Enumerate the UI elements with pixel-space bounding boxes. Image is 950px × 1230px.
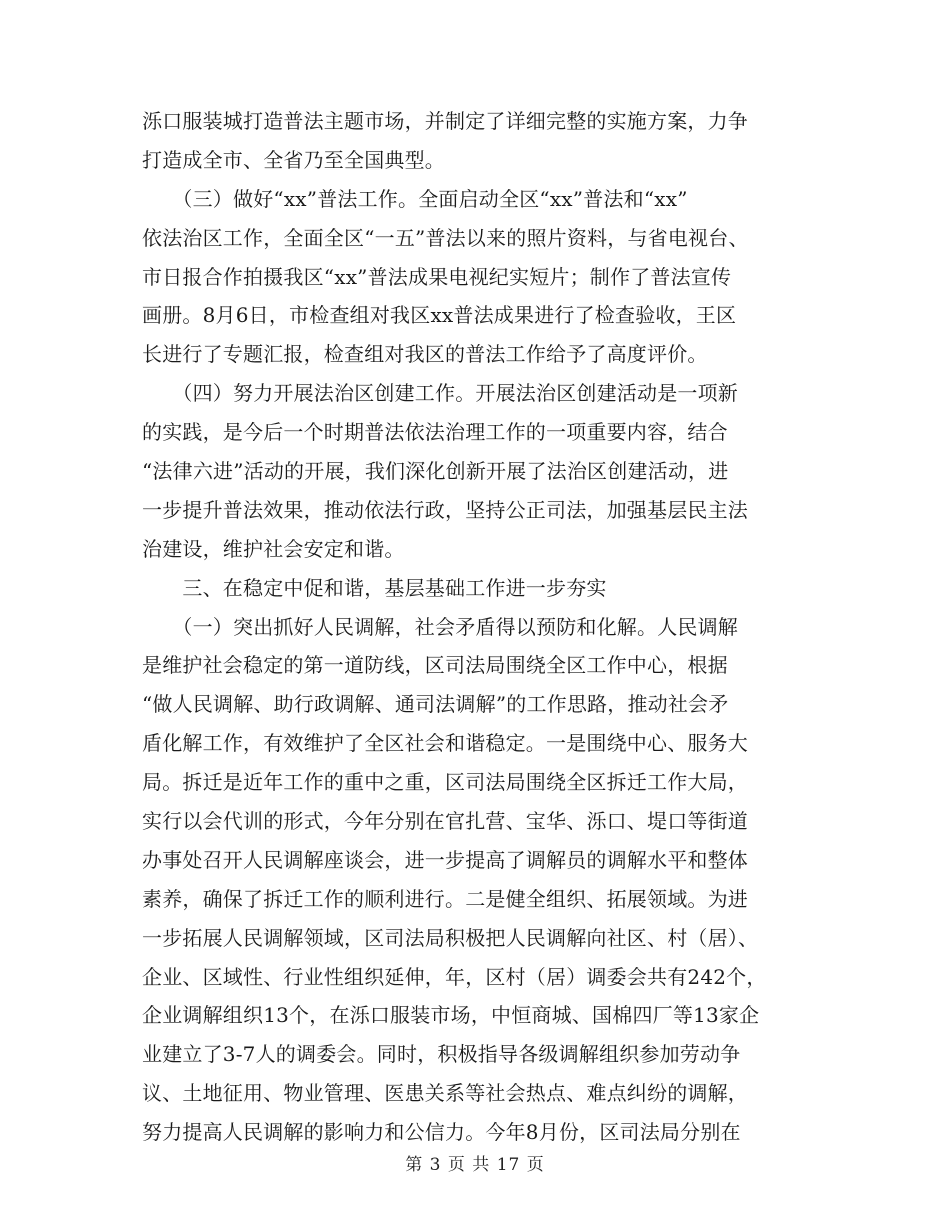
text-line: “法律六进”活动的开展，我们深化创新开展了法治区创建活动，进 (142, 459, 729, 484)
text-line: 长进行了专题汇报，检查组对我区的普法工作给予了高度评价。 (142, 342, 708, 367)
text-line: 努力提高人民调解的影响力和公信力。今年8月份，区司法局分别在 (142, 1120, 741, 1145)
text-line: 业建立了3-7人的调委会。同时，积极指导各级调解组织参加劳动争 (142, 1042, 741, 1067)
text-line: （一）突出抓好人民调解，社会矛盾得以预防和化解。人民调解 (142, 614, 738, 639)
text-line: 企业、区域性、行业性组织延伸，年，区村（居）调委会共有242个， (142, 964, 767, 989)
section-heading: 三、在稳定中促和谐，基层基础工作进一步夯实 (142, 575, 607, 600)
text-line: 局。拆迁是近年工作的重中之重，区司法局围绕全区拆迁工作大局， (142, 770, 748, 795)
page-footer: 第 3 页 共 17 页 (405, 1155, 545, 1175)
text-line: （三）做好“xx”普法工作。全面启动全区“xx”普法和“xx” (142, 186, 688, 211)
body-text (142, 102, 822, 1152)
text-line: 盾化解工作，有效维护了全区社会和谐稳定。一是围绕中心、服务大 (142, 731, 748, 756)
text-line: 是维护社会稳定的第一道防线，区司法局围绕全区工作中心，根据 (142, 653, 728, 678)
text-line: （四）努力开展法治区创建工作。开展法治区创建活动是一项新 (142, 381, 738, 406)
text-line: 办事处召开人民调解座谈会，进一步提高了调解员的调解水平和整体 (142, 847, 748, 872)
text-line: 泺口服装城打造普法主题市场，并制定了详细完整的实施方案，力争 (142, 109, 748, 133)
text-line: 市日报合作拍摄我区“xx”普法成果电视纪实短片；制作了普法宣传 (142, 264, 732, 289)
text-line: 实行以会代训的形式，今年分别在官扎营、宝华、泺口、堤口等街道 (142, 809, 748, 834)
text-line: 打造成全市、全省乃至全国典型。 (142, 147, 445, 172)
text-line: 依法治区工作，全面全区“一五”普法以来的照片资料，与省电视台、 (142, 225, 749, 250)
text-line: 议、土地征用、物业管理、医患关系等社会热点、难点纠纷的调解， (142, 1081, 748, 1106)
text-line: 素养，确保了拆迁工作的顺利进行。二是健全组织、拓展领域。为进 (142, 886, 748, 911)
text-line: 画册。8月6日，市检查组对我区xx普法成果进行了检查验收，王区 (142, 303, 737, 328)
text-line: 企业调解组织13个，在泺口服装市场，中恒商城、国棉四厂等13家企 (142, 1003, 760, 1028)
text-line: 一步拓展人民调解领域，区司法局积极把人民调解向社区、村（居）、 (142, 925, 759, 950)
text-line: 的实践，是今后一个时期普法依法治理工作的一项重要内容，结合 (142, 420, 728, 445)
text-line: “做人民调解、助行政调解、通司法调解”的工作思路，推动社会矛 (142, 692, 729, 717)
text-line: 一步提升普法效果，推动依法行政，坚持公正司法，加强基层民主法 (142, 497, 748, 522)
text-line: 治建设，维护社会安定和谐。 (142, 536, 405, 561)
